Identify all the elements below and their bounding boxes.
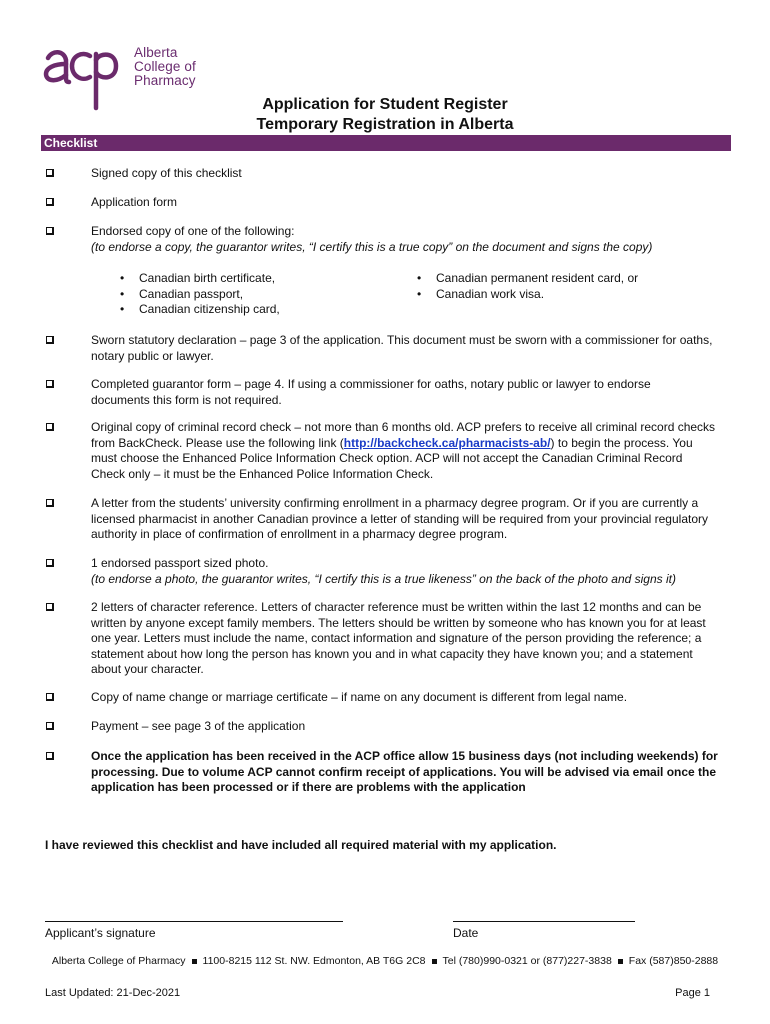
item-text bbox=[91, 556, 719, 587]
item-text-part: Original copy of criminal record check – not more than 6 months old. ACP prefers to receive all criminal record checks from BackCheck. Please use the following link ( bbox=[91, 420, 716, 450]
item-text: Completed guarantor form – page 4. If using a commissioner for oaths, notary public or lawyer to endorse documents this form is not required. bbox=[91, 377, 651, 407]
backcheck-link[interactable]: http://backcheck.ca/pharmacists-ab/ bbox=[343, 435, 551, 450]
applicant-signature-line[interactable] bbox=[45, 921, 343, 922]
item-text: Copy of name change or marriage certificate – if name on any document is different from legal name. bbox=[91, 690, 628, 704]
checklist-header: Checklist bbox=[41, 135, 731, 151]
item-note: (to endorse a copy, the guarantor writes, “I certify this is a true copy” on the document and signs the copy) bbox=[91, 239, 653, 254]
item-main-text: Endorsed copy of one of the following: bbox=[91, 224, 295, 238]
checkbox-icon[interactable] bbox=[46, 603, 54, 611]
last-updated: Last Updated: 21-Dec-2021 bbox=[45, 987, 181, 999]
checkbox-icon[interactable] bbox=[46, 336, 54, 344]
footer-address: 1100-8215 112 St. NW. Edmonton, AB T6G 2C8 bbox=[202, 955, 426, 967]
item-note: (to endorse a photo, the guarantor writes, “I certify this is a true likeness” on the back of the photo and signs it) bbox=[91, 571, 676, 586]
square-bullet-icon bbox=[618, 959, 623, 964]
list-item: • Canadian work visa. bbox=[417, 287, 638, 303]
item-text: 2 letters of character reference. Letters of character reference must be written within the last 12 months and can be written by anyone except family members. The letters should be written by someone who has known you for at least one year. Letters must include the name, contact information and signature of the person providing the reference; a statement about how long the person has known you and in what capacity they have known you; and a statement about your character. bbox=[91, 600, 706, 676]
footer-fax: Fax (587)850-2888 bbox=[628, 955, 719, 967]
id-list-left bbox=[120, 271, 280, 318]
checkbox-icon[interactable] bbox=[46, 169, 54, 177]
footer-org: Alberta College of Pharmacy bbox=[51, 955, 186, 967]
id-list-right bbox=[417, 271, 638, 302]
checkbox-icon[interactable] bbox=[46, 198, 54, 206]
square-bullet-icon bbox=[192, 959, 197, 964]
declaration-text: I have reviewed this checklist and have included all required material with my application. bbox=[45, 838, 557, 852]
checkbox-icon[interactable] bbox=[46, 722, 54, 730]
checkbox-icon[interactable] bbox=[46, 559, 54, 567]
checkbox-icon[interactable] bbox=[46, 227, 54, 235]
checkbox-icon[interactable] bbox=[46, 693, 54, 701]
list-item: • Canadian permanent resident card, or bbox=[417, 271, 638, 287]
title-line-2: Temporary Registration in Alberta bbox=[256, 116, 514, 133]
applicant-signature-label: Applicant’s signature bbox=[45, 926, 156, 940]
checkbox-icon[interactable] bbox=[46, 499, 54, 507]
document-title bbox=[0, 95, 770, 135]
item-text: Application form bbox=[91, 195, 178, 209]
page-number: Page 1 bbox=[675, 987, 710, 999]
checkbox-icon[interactable] bbox=[46, 752, 54, 760]
item-text: Sworn statutory declaration – page 3 of the application. This document must be sworn with a commissioner for oaths, notary public or lawyer. bbox=[91, 333, 713, 363]
item-text: Payment – see page 3 of the application bbox=[91, 719, 306, 733]
title-line-1: Application for Student Register bbox=[262, 96, 508, 113]
item-main-text: 1 endorsed passport sized photo. bbox=[91, 556, 269, 570]
list-item: • Canadian birth certificate, bbox=[120, 271, 280, 287]
footer-tel: Tel (780)990-0321 or (877)227-3838 bbox=[442, 955, 612, 967]
logo-line-2: College of bbox=[134, 59, 196, 74]
list-item: • Canadian passport, bbox=[120, 287, 280, 303]
date-line[interactable] bbox=[453, 921, 635, 922]
item-text: Once the application has been received in the ACP office allow 15 business days (not including weekends) for processing. Due to volume ACP cannot confirm receipt of applications. You will be advised via email once the application has been processed or if there are problems with the application bbox=[91, 749, 718, 794]
logo-org-name bbox=[134, 46, 196, 88]
item-text bbox=[91, 420, 719, 482]
checkbox-icon[interactable] bbox=[46, 423, 54, 431]
checkbox-icon[interactable] bbox=[46, 380, 54, 388]
item-text bbox=[91, 224, 719, 255]
list-item: • Canadian citizenship card, bbox=[120, 302, 280, 318]
date-label: Date bbox=[453, 926, 479, 940]
item-text: Signed copy of this checklist bbox=[91, 166, 242, 180]
logo-line-3: Pharmacy bbox=[134, 73, 196, 88]
item-text-part: ) to begin the process. You must choose the Enhanced Police Information Check option. ACP will not accept the Canadian Criminal Record Check only – it must be the Enhanced Police Information Check. bbox=[91, 435, 693, 481]
item-text: A letter from the students’ university confirming enrollment in a pharmacy degree program. Or if you are currently a licensed pharmacist in another Canadian province a letter of standing will be required from your provincial regulatory authority in place of confirmation of enrollment in a pharmacy degree program. bbox=[91, 496, 708, 541]
footer-contact bbox=[0, 955, 770, 967]
square-bullet-icon bbox=[432, 959, 437, 964]
logo-line-1: Alberta bbox=[134, 45, 178, 60]
